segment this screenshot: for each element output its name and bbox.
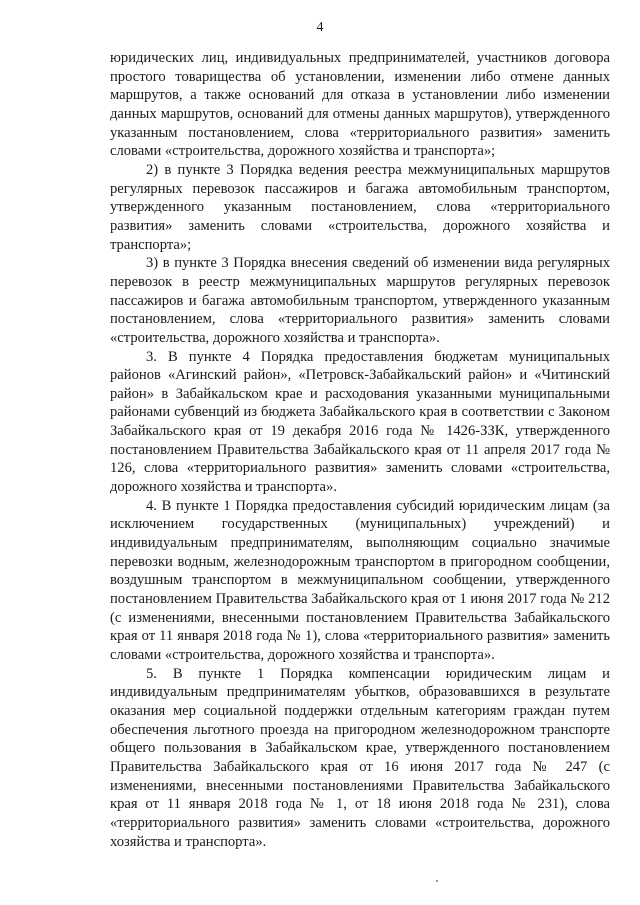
paragraph-continuation: юридических лиц, индивидуальных предпринимателей, участников договора простого товарищества об установлении, изменении либо отмене данных маршрутов, а также оснований для отказа в установлении либо изменении данных маршрутов, оснований для отмены данных маршрутов), утвержденного указанным постановлением, слова «территориального развития» заменить словами «строительства, дорожного хозяйства и транспорта»; (110, 50, 610, 160)
paragraph-point-5: 5. В пункте 1 Порядка компенсации юридическим лицам и индивидуальным предпринимателям убытков, образовавшихся в результате оказания мер социальной поддержки отдельным категориям граждан путем обеспечения льготного проезда на пригородном железнодорожном транспорте общего пользования в Забайкальском крае, утвержденного постановлением Правительства Забайкальского края от 16 июня 2017 года № 247 (с изменениями, внесенными постановлениями Правительства Забайкальского края от 11 января 2018 года № 1, от 18 июня 2018 года № 231), слова «территориального развития» заменить словами «строительства, дорожного хозяйства и транспорта». (110, 665, 610, 850)
document-body (110, 49, 610, 851)
paragraph-point-3: 3. В пункте 4 Порядка предоставления бюджетам муниципальных районов «Агинский район», «Петровск-Забайкальский район» и «Читинский район» в Забайкальском крае и расходования указанными муниципальными районами субвенций из бюджета Забайкальского края в соответствии с Законом Забайкальского края от 19 декабря 2016 года № 1426-ЗЗК, утвержденного постановлением Правительства Забайкальского края от 11 апреля 2017 года № 126, слова «территориального развития» заменить словами «строительства, дорожного хозяйства и транспорта». (110, 348, 610, 496)
scan-speck (436, 880, 438, 882)
paragraph-item-2: 2) в пункте 3 Порядка ведения реестра межмуниципальных маршрутов регулярных перевозок пассажиров и багажа автомобильным транспортом, утвержденного указанным постановлением, слова «территориального развития» заменить словами «строительства, дорожного хозяйства и транспорта»; (110, 161, 610, 253)
paragraph-item-3: 3) в пункте 3 Порядка внесения сведений об изменении вида регулярных перевозок в реестр межмуниципальных маршрутов регулярных перевозок пассажиров и багажа автомобильным транспортом, утвержденного указанным постановлением, слова «территориального развития» заменить словами «строительства, дорожного хозяйства и транспорта». (110, 255, 610, 346)
page-number: 4 (316, 20, 324, 35)
paragraph-point-4: 4. В пункте 1 Порядка предоставления субсидий юридическим лицам (за исключением государственных (муниципальных) учреждений) и индивидуальным предпринимателям, выполняющим социально значимые перевозки водным, железнодорожным транспортом в пригородном сообщении, воздушным транспортом в межмуниципальном сообщении, утвержденного постановлением Правительства Забайкальского края от 1 июня 2017 года № 212 (с изменениями, внесенными постановлением Правительства Забайкальского края от 11 января 2018 года № 1), слова «территориального развития» заменить словами «строительства, дорожного хозяйства и транспорта». (110, 497, 610, 663)
